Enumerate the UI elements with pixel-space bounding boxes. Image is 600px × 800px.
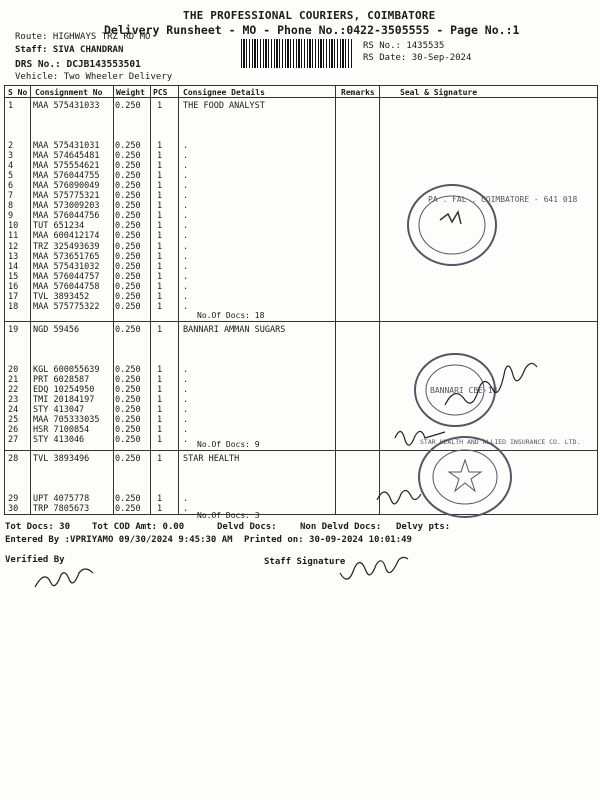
cell-sno: 2 <box>8 141 14 151</box>
cell-pcs: 1 <box>157 395 163 406</box>
cell-consignee: . <box>183 241 189 252</box>
cell-consignment: MAA 576044755 <box>33 171 100 182</box>
cell-pcs: 1 <box>157 261 163 272</box>
verified-signature <box>30 565 100 595</box>
rs-number: RS No.: 1435535 <box>363 41 445 51</box>
non-delivered-docs: Non Delvd Docs: <box>300 522 382 532</box>
cell-consignee: THE FOOD ANALYST <box>183 101 265 111</box>
total-cod: Tot COD Amt: 0.00 <box>92 522 185 532</box>
entered-by: Entered By :VPRIYAMO 09/30/2024 9:45:30 AM <box>5 535 233 545</box>
cell-consignee: . <box>183 201 189 212</box>
cell-pcs: 1 <box>157 494 163 504</box>
group-doc-count: No.Of Docs: 18 <box>197 311 265 320</box>
cell-consignment: MAA 575775322 <box>33 301 100 312</box>
total-docs: Tot Docs: 30 <box>5 522 71 532</box>
cell-consignment: UPT 4075778 <box>33 494 90 504</box>
stamp-2-text: BANNARI CBE-18 <box>430 386 498 395</box>
group-doc-count: No.Of Docs: 3 <box>197 511 260 520</box>
cell-pcs: 1 <box>157 385 163 396</box>
cell-pcs: 1 <box>157 141 163 151</box>
cell-weight: 0.250 <box>115 271 141 282</box>
route: Route: HIGHWAYS TRZ RD MO <box>15 32 151 42</box>
cell-sno: 24 <box>8 405 19 416</box>
cell-weight: 0.250 <box>115 405 141 416</box>
cell-consignee: . <box>183 301 189 312</box>
signature-bannari <box>440 360 550 420</box>
cell-weight: 0.250 <box>115 201 141 212</box>
cell-sno: 14 <box>8 261 19 272</box>
cell-weight: 0.250 <box>115 504 141 515</box>
cell-sno: 15 <box>8 271 19 282</box>
cell-consignee: . <box>183 211 189 222</box>
cell-weight: 0.250 <box>115 191 141 202</box>
stamp-1-text: PA . FAL . COIMBATORE - 641 018 <box>428 195 578 204</box>
cell-sno: 20 <box>8 365 19 375</box>
col-sno: S No <box>8 88 28 97</box>
cell-consignee: . <box>183 271 189 282</box>
cell-consignment: MAA 575554621 <box>33 161 100 172</box>
cell-pcs: 1 <box>157 241 163 252</box>
cell-weight: 0.250 <box>115 301 141 312</box>
signature-bannari-2 <box>390 418 450 453</box>
cell-weight: 0.250 <box>115 231 141 242</box>
cell-consignment: MAA 575775321 <box>33 191 100 202</box>
cell-consignment: MAA 576044758 <box>33 281 100 292</box>
col-pcs: PCS <box>153 88 168 97</box>
cell-sno: 12 <box>8 241 19 252</box>
col-consignee: Consignee Details <box>183 88 265 97</box>
cell-weight: 0.250 <box>115 325 141 335</box>
cell-consignee: . <box>183 141 189 151</box>
cell-consignee: . <box>183 161 189 172</box>
cell-sno: 29 <box>8 494 19 504</box>
cell-pcs: 1 <box>157 211 163 222</box>
cell-consignee: . <box>183 375 189 386</box>
runsheet-title: Delivery Runsheet - MO - Phone No.:0422-3505555 - Page No.:1 <box>104 23 520 37</box>
cell-weight: 0.250 <box>115 415 141 426</box>
staff-signature-label: Staff Signature <box>264 557 346 567</box>
cell-consignee: . <box>183 191 189 202</box>
cell-sno: 4 <box>8 161 14 172</box>
cell-sno: 19 <box>8 325 19 335</box>
cell-pcs: 1 <box>157 301 163 312</box>
cell-consignee: . <box>183 405 189 416</box>
cell-consignment: MAA 576044756 <box>33 211 100 222</box>
cell-weight: 0.250 <box>115 494 141 504</box>
cell-sno: 26 <box>8 425 19 436</box>
cell-pcs: 1 <box>157 325 163 335</box>
cell-consignee: . <box>183 504 189 515</box>
cell-weight: 0.250 <box>115 221 141 232</box>
cell-pcs: 1 <box>157 281 163 292</box>
cell-consignee: . <box>183 435 189 446</box>
cell-consignee: . <box>183 221 189 232</box>
cell-sno: 10 <box>8 221 19 232</box>
vehicle: Vehicle: Two Wheeler Delivery <box>15 72 173 82</box>
cell-consignee: . <box>183 151 189 162</box>
col-remarks: Remarks <box>341 88 375 97</box>
cell-consignee: . <box>183 291 189 302</box>
cell-sno: 5 <box>8 171 14 182</box>
col-seal-signature: Seal & Signature <box>400 88 478 97</box>
drs-number: DRS No.: DCJB143553501 <box>15 59 141 70</box>
col-consignment: Consignment No <box>35 88 103 97</box>
cell-weight: 0.250 <box>115 241 141 252</box>
cell-sno: 23 <box>8 395 19 406</box>
cell-weight: 0.250 <box>115 375 141 386</box>
cell-consignment: STY 413047 <box>33 405 85 416</box>
cell-sno: 30 <box>8 504 19 515</box>
cell-consignee: . <box>183 415 189 426</box>
cell-sno: 22 <box>8 385 19 396</box>
signature-star-health <box>372 480 427 515</box>
staff-name: Staff: SIVA CHANDRAN <box>15 45 124 55</box>
cell-consignment: NGD 59456 <box>33 325 80 335</box>
cell-sno: 18 <box>8 301 19 312</box>
cell-consignment: KGL 600055639 <box>33 365 100 375</box>
cell-consignment: TVL 3893452 <box>33 291 90 302</box>
cell-consignee: . <box>183 385 189 396</box>
cell-pcs: 1 <box>157 375 163 386</box>
cell-consignment: MAA 575431032 <box>33 261 100 272</box>
cell-consignee: . <box>183 365 189 375</box>
cell-weight: 0.250 <box>115 385 141 396</box>
cell-sno: 7 <box>8 191 14 202</box>
cell-consignment: TUT 651234 <box>33 221 85 232</box>
cell-sno: 21 <box>8 375 19 386</box>
cell-weight: 0.250 <box>115 151 141 162</box>
cell-consignment: MAA 576044757 <box>33 271 100 282</box>
cell-sno: 11 <box>8 231 19 242</box>
cell-pcs: 1 <box>157 454 163 464</box>
company-name: THE PROFESSIONAL COURIERS, COIMBATORE <box>183 9 436 22</box>
cell-sno: 27 <box>8 435 19 446</box>
cell-pcs: 1 <box>157 504 163 515</box>
stamp-3-text: STAR HEALTH AND ALLIED INSURANCE CO. LTD. <box>420 438 581 446</box>
cell-weight: 0.250 <box>115 211 141 222</box>
cell-sno: 28 <box>8 454 19 464</box>
cell-consignment: STY 413046 <box>33 435 85 446</box>
cell-pcs: 1 <box>157 231 163 242</box>
cell-consignee: . <box>183 181 189 192</box>
cell-sno: 13 <box>8 251 19 262</box>
cell-weight: 0.250 <box>115 141 141 151</box>
cell-weight: 0.250 <box>115 251 141 262</box>
cell-weight: 0.250 <box>115 101 141 111</box>
cell-sno: 17 <box>8 291 19 302</box>
verified-by-label: Verified By <box>5 555 65 565</box>
cell-weight: 0.250 <box>115 395 141 406</box>
delivery-points: Delvy pts: <box>396 522 451 532</box>
cell-consignee: . <box>183 494 189 504</box>
cell-sno: 25 <box>8 415 19 426</box>
cell-consignee: . <box>183 251 189 262</box>
cell-consignee: STAR HEALTH <box>183 454 240 464</box>
cell-pcs: 1 <box>157 415 163 426</box>
cell-consignment: PRT 6028587 <box>33 375 90 386</box>
cell-consignee: BANNARI AMMAN SUGARS <box>183 325 286 335</box>
printed-on: Printed on: 30-09-2024 10:01:49 <box>244 535 412 545</box>
cell-consignment: MAA 573651765 <box>33 251 100 262</box>
cell-consignee: . <box>183 425 189 436</box>
cell-consignee: . <box>183 261 189 272</box>
cell-consignment: MAA 600412174 <box>33 231 100 242</box>
cell-consignment: EDQ 10254950 <box>33 385 95 396</box>
cell-consignment: MAA 574645481 <box>33 151 100 162</box>
cell-pcs: 1 <box>157 181 163 192</box>
cell-pcs: 1 <box>157 405 163 416</box>
cell-pcs: 1 <box>157 271 163 282</box>
cell-weight: 0.250 <box>115 365 141 375</box>
cell-consignment: TRP 7805673 <box>33 504 90 515</box>
cell-pcs: 1 <box>157 191 163 202</box>
delivered-docs: Delvd Docs: <box>217 522 277 532</box>
group-doc-count: No.Of Docs: 9 <box>197 440 260 449</box>
cell-pcs: 1 <box>157 171 163 182</box>
cell-consignment: MAA 575431031 <box>33 141 100 151</box>
cell-pcs: 1 <box>157 151 163 162</box>
cell-consignment: TRZ 325493639 <box>33 241 100 252</box>
cell-consignee: . <box>183 281 189 292</box>
cell-pcs: 1 <box>157 101 163 111</box>
staff-signature <box>335 555 415 590</box>
cell-consignment: TVL 3893496 <box>33 454 90 464</box>
cell-consignment: MAA 576090049 <box>33 181 100 192</box>
cell-sno: 9 <box>8 211 14 222</box>
cell-weight: 0.250 <box>115 291 141 302</box>
cell-weight: 0.250 <box>115 281 141 292</box>
cell-weight: 0.250 <box>115 454 141 464</box>
cell-pcs: 1 <box>157 365 163 375</box>
cell-pcs: 1 <box>157 291 163 302</box>
cell-sno: 3 <box>8 151 14 162</box>
cell-consignee: . <box>183 231 189 242</box>
rs-date: RS Date: 30-Sep-2024 <box>363 53 472 63</box>
cell-consignee: . <box>183 171 189 182</box>
cell-consignment: MAA 705333035 <box>33 415 100 426</box>
cell-pcs: 1 <box>157 435 163 446</box>
cell-pcs: 1 <box>157 425 163 436</box>
cell-consignment: HSR 7100854 <box>33 425 90 436</box>
cell-weight: 0.250 <box>115 425 141 436</box>
barcode <box>241 39 352 68</box>
cell-consignment: MAA 575431033 <box>33 101 100 111</box>
cell-consignment: TMI 20184197 <box>33 395 95 406</box>
cell-pcs: 1 <box>157 221 163 232</box>
cell-sno: 16 <box>8 281 19 292</box>
cell-sno: 6 <box>8 181 14 192</box>
cell-weight: 0.250 <box>115 161 141 172</box>
cell-consignee: . <box>183 395 189 406</box>
cell-pcs: 1 <box>157 161 163 172</box>
cell-sno: 8 <box>8 201 14 212</box>
cell-consignment: MAA 573009203 <box>33 201 100 212</box>
cell-weight: 0.250 <box>115 261 141 272</box>
col-weight: Weight <box>116 88 145 97</box>
cell-sno: 1 <box>8 101 14 111</box>
cell-pcs: 1 <box>157 251 163 262</box>
cell-weight: 0.250 <box>115 171 141 182</box>
cell-weight: 0.250 <box>115 181 141 192</box>
cell-weight: 0.250 <box>115 435 141 446</box>
cell-pcs: 1 <box>157 201 163 212</box>
pafal-stamp <box>400 180 578 270</box>
